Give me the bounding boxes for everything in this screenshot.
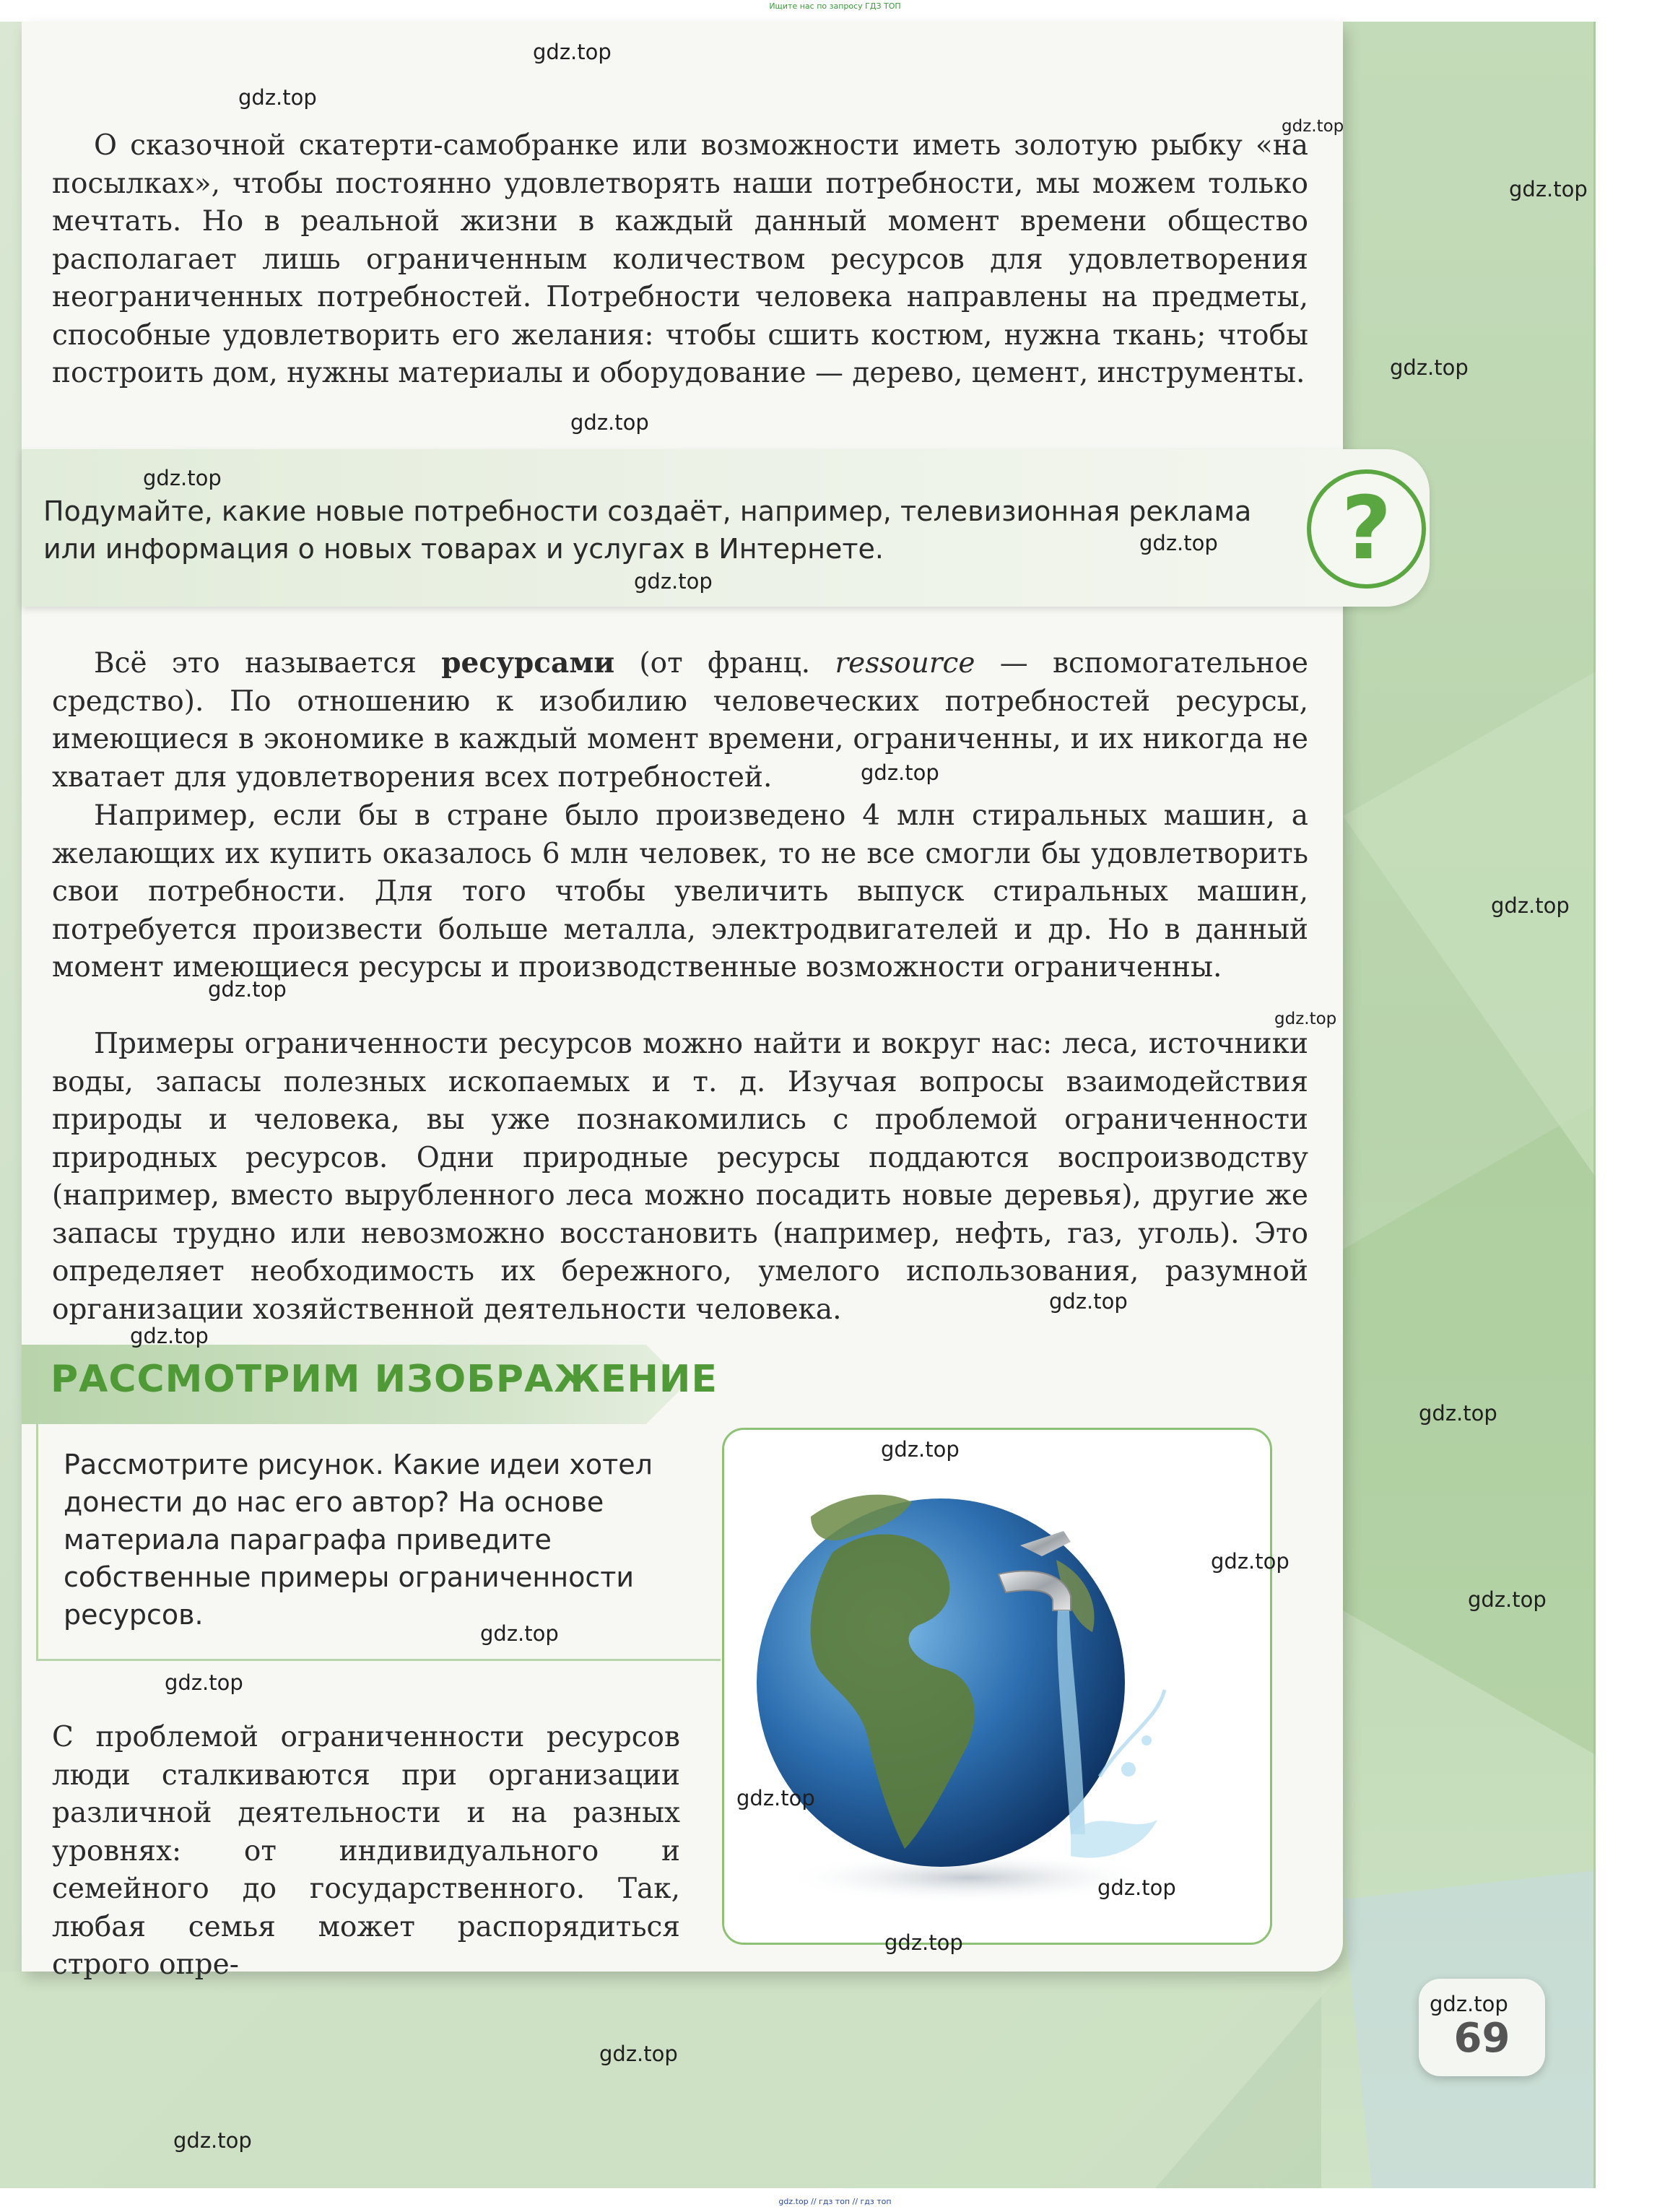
- paragraph-3: [52, 797, 1308, 987]
- watermark: gdz.top: [1274, 1010, 1337, 1028]
- paragraph-2-mid: (от франц.: [614, 647, 835, 680]
- paragraph-5-text: С проблемой ограниченности ресурсов люди сталкиваются при организации различной деятельности и на разных уровнях: от индивидуального и семейного до государственного. Так, любая семья может распорядиться строго опре-: [52, 1721, 680, 1981]
- water-drop: [1121, 1762, 1136, 1777]
- watermark: gdz.top: [884, 1930, 963, 1955]
- paragraph-2: [52, 644, 1308, 797]
- watermark: gdz.top: [238, 85, 317, 110]
- watermark: gdz.top: [1430, 1992, 1508, 2016]
- page-edge: [1593, 22, 1596, 2188]
- question-mark-glyph: ?: [1341, 479, 1392, 579]
- earth-faucet-svg: [724, 1430, 1272, 1945]
- top-note: Ищите нас по запросу ГДЗ ТОП: [769, 1, 901, 11]
- paragraph-1-text: О сказочной скатерти-самобранке или возможности иметь золотую рыбку «на посылках», чтобы постоянно удовлетворять наши потребности, мы можем только мечтать. Но в реальной жизни в каждый данный момент времени общество располагает лишь ограниченным количеством ресурсов для удовлетворения неограниченных потребностей. Потребности человека направлены на предметы, способные удовлетворить его желания: чтобы сшить костюм, нужна ткань; чтобы построить дом, нужны материалы и оборудование — дерево, цемент, инструменты.: [52, 129, 1308, 389]
- watermark: gdz.top: [881, 1437, 960, 1462]
- term-ressource: ressource: [835, 647, 975, 680]
- watermark: gdz.top: [1419, 1401, 1497, 1426]
- watermark: gdz.top: [143, 466, 222, 490]
- watermark: gdz.top: [533, 40, 612, 64]
- watermark: gdz.top: [1049, 1289, 1128, 1314]
- term-resources: ресурсами: [441, 646, 615, 680]
- watermark: gdz.top: [599, 2042, 678, 2066]
- paragraph-5: [52, 1719, 680, 1985]
- watermark: gdz.top: [861, 760, 939, 785]
- watermark: gdz.top: [480, 1621, 559, 1646]
- watermark: gdz.top: [1139, 531, 1218, 555]
- section-text: Рассмотрите рисунок. Какие идеи хотел донести до нас его автор? На основе материала параграфа приведите собственные примеры ограниченности ресурсов.: [64, 1449, 653, 1631]
- paragraph-2-end: — вспомогательное средство). По отношению к изобилию человеческих потребностей ресурсы, имеющиеся в экономике в каждый момент времени, ограниченны, и их никогда не хватает для удовлетворения всех потребностей.: [52, 647, 1308, 794]
- paragraph-2-start: Всё это называется: [94, 647, 442, 680]
- watermark: gdz.top: [1282, 117, 1344, 136]
- question-icon: [1307, 469, 1426, 589]
- question-text: Подумайте, какие новые потребности создаёт, например, телевизионная реклама или информация о новых товарах и услугах в Интернете.: [43, 495, 1252, 565]
- page-number: 69: [1453, 2015, 1510, 2062]
- paragraph-4-text: Примеры ограниченности ресурсов можно найти и вокруг нас: леса, источники воды, запасы полезных ископаемых и т. д. Изучая вопросы взаимодействия природы и человека, вы уже познакомились с проблемой ограниченности природных ресурсов. Одни природные ресурсы поддаются воспроизводству (например, вместо вырубленного леса можно посадить новые деревья), другие же запасы трудно или невозможно восстановить (например, нефть, газ, уголь). Это определяет необходимость их бережного, умелого использования, разумной организации хозяйственной деятельности человека.: [52, 1028, 1308, 1326]
- watermark: gdz.top: [1211, 1549, 1290, 1574]
- watermark: gdz.top: [1390, 355, 1469, 380]
- bottom-note: gdz.top // гдз топ // гдз топ: [778, 2197, 892, 2206]
- watermark: gdz.top: [208, 977, 287, 1002]
- watermark: gdz.top: [1097, 1875, 1176, 1900]
- watermark: gdz.top: [634, 569, 713, 594]
- watermark: gdz.top: [165, 1670, 243, 1695]
- watermark: gdz.top: [1468, 1587, 1547, 1612]
- paragraph-4: [52, 1025, 1308, 1329]
- watermark: gdz.top: [130, 1324, 209, 1348]
- water-drop: [1141, 1735, 1152, 1745]
- water-splash: [1071, 1820, 1157, 1858]
- watermark: gdz.top: [1509, 177, 1588, 201]
- section-title: РАССМОТРИМ ИЗОБРАЖЕНИЕ: [51, 1358, 718, 1401]
- watermark: gdz.top: [173, 2128, 252, 2153]
- earth-faucet-illustration: [722, 1428, 1272, 1945]
- watermark: gdz.top: [1491, 893, 1570, 918]
- watermark: gdz.top: [570, 410, 649, 435]
- watermark: gdz.top: [736, 1786, 815, 1810]
- paragraph-3-text: Например, если бы в стране было произведено 4 млн стиральных машин, а желающих их купить оказалось 6 млн человек, то не все смогли бы удовлетворить свои потребности. Для того чтобы увеличить выпуск стиральных машин, потребуется произвести больше металла, электродвигателей и др. Но в данный момент имеющиеся ресурсы и производственные возможности ограниченны.: [52, 799, 1308, 984]
- paragraph-1: [52, 127, 1308, 393]
